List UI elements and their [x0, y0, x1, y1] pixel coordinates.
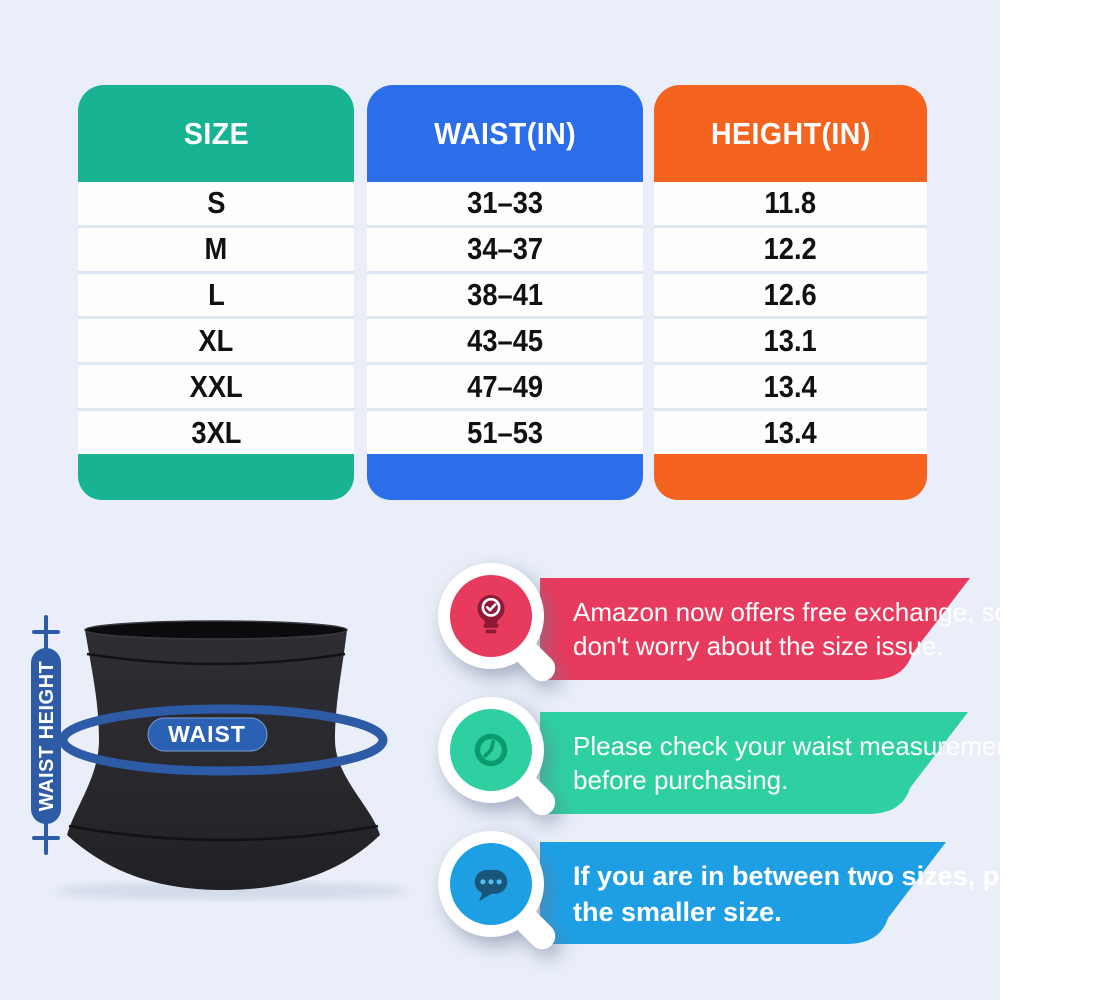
table-row	[78, 228, 354, 274]
callout-line: Amazon now offers free exchange, so	[573, 597, 1009, 627]
size-cell: XL	[198, 322, 234, 358]
table-row	[654, 274, 927, 320]
table-row	[78, 319, 354, 365]
table-row	[654, 365, 927, 411]
badge-inner-circle	[450, 575, 532, 657]
table-row	[654, 411, 927, 454]
waist-cell: 31–33	[467, 185, 543, 221]
table-row	[78, 365, 354, 411]
waist-cell: 34–37	[467, 231, 543, 267]
waist-cell: 51–53	[467, 414, 543, 450]
waist-column	[367, 85, 643, 500]
callout-between-sizes-text	[573, 858, 1098, 930]
size-column	[78, 85, 354, 500]
waist-trainer-opening	[85, 621, 347, 639]
waist-label: WAIST	[168, 721, 246, 747]
table-row	[654, 319, 927, 365]
clock-icon	[465, 724, 517, 776]
table-row	[367, 411, 643, 454]
callout-exchange-text	[573, 595, 1009, 663]
size-column-body	[78, 182, 354, 454]
badge-inner-circle	[450, 843, 532, 925]
table-row	[78, 182, 354, 228]
table-row	[367, 365, 643, 411]
table-row	[367, 274, 643, 320]
height-column-body	[654, 182, 927, 454]
height-cell: 13.4	[763, 368, 818, 404]
lightbulb-check-icon	[465, 590, 517, 642]
height-label: WAIST HEIGHT	[36, 660, 58, 812]
callout-line: before purchasing.	[573, 765, 789, 795]
height-cell: 13.1	[763, 322, 818, 358]
table-row	[654, 228, 927, 274]
height-cell: 13.4	[763, 414, 818, 450]
size-column-footer	[78, 454, 354, 500]
table-row	[367, 228, 643, 274]
height-cell: 12.2	[763, 231, 818, 267]
table-row	[78, 274, 354, 320]
table-row	[367, 319, 643, 365]
size-cell: 3XL	[190, 414, 242, 450]
waist-cell: 47–49	[467, 368, 543, 404]
callout-between-sizes-badge	[438, 831, 544, 937]
height-cell: 12.6	[763, 277, 818, 313]
height-cell: 11.8	[764, 185, 817, 221]
size-header-label: SIZE	[183, 115, 249, 151]
height-header-label: HEIGHT(IN)	[710, 115, 871, 151]
waist-column-header	[367, 85, 643, 182]
size-cell: L	[207, 277, 225, 313]
size-cell: M	[204, 231, 228, 267]
size-cell: S	[206, 185, 226, 221]
table-row	[654, 182, 927, 228]
waist-column-footer	[367, 454, 643, 500]
size-cell: XXL	[189, 368, 243, 404]
height-column	[654, 85, 927, 500]
callout-exchange-badge	[438, 563, 544, 669]
badge-inner-circle	[450, 709, 532, 791]
callout-line: don't worry about the size issue.	[573, 631, 944, 661]
waist-cell: 43–45	[467, 322, 543, 358]
waist-trainer-illustration	[20, 592, 440, 902]
waist-cell: 38–41	[467, 277, 543, 313]
callout-line: Please check your waist measurement	[573, 731, 1019, 761]
table-row	[367, 182, 643, 228]
height-column-header	[654, 85, 927, 182]
callout-measure-badge	[438, 697, 544, 803]
waist-header-label: WAIST(IN)	[434, 115, 576, 151]
height-column-footer	[654, 454, 927, 500]
callout-line: the smaller size.	[573, 897, 782, 927]
table-row	[78, 411, 354, 454]
waist-column-body	[367, 182, 643, 454]
callout-line: If you are in between two sizes, pls order	[573, 861, 1098, 891]
size-column-header	[78, 85, 354, 182]
chat-dots-icon	[465, 858, 517, 910]
callout-measure-text	[573, 729, 1018, 797]
